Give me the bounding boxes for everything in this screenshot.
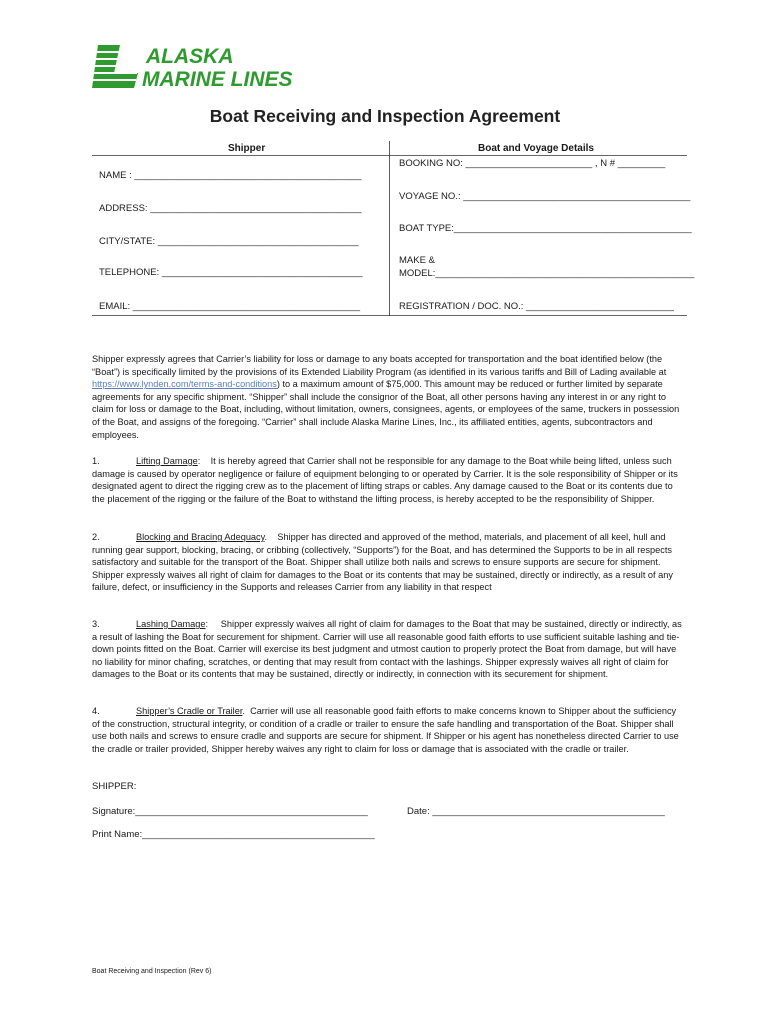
make-label: MAKE & (399, 255, 435, 266)
page-footer: Boat Receiving and Inspection (Rev 6) (92, 968, 212, 975)
clause-blocking-bracing: 2. Blocking and Bracing Adequacy. Shipper has directed and approved of the method, materials, and placement of all keel, hull and running gear support, blocking, bracing, or cribbing (collectively, “Supports”) for the Boat, and has determined the Supports to be in all respects satisfactory and suitable for the transport of the Boat. Shipper shall utilize both nails and screws to ensure supports are secure for shipment. Shipper expressly waives all right of claim for damages to the Boat or its contents that may be sustained, directly or indirectly, as a result of any failure, defect, or insufficiency in the Supports and releases Carrier from any liability in that respect (92, 532, 673, 593)
page-title: Boat Receiving and Inspection Agreement (209, 106, 561, 126)
print-name-field[interactable]: Print Name:____________________________________________ (92, 829, 375, 840)
clause-cradle-trailer: 4. Shipper’s Cradle or Trailer. Carrier will use all reasonable good faith efforts to make concerns known to Shipper about the sufficiency of the construction, structural integrity, or condition of a cradle or trailer to ensure the safe handling and transportation of the Boat. Shipper shall use both nails and screws to ensure cradle and supports are secure for shipment. If Shipper or his agent has nonetheless directed Carrier to use the cradle or trailer provided, Shipper hereby waives any right to claim for loss or damage that is associated with the cradle or trailer. (92, 706, 679, 754)
logo-mark-icon (92, 45, 138, 88)
registration-field[interactable]: REGISTRATION / DOC. NO.: ____________________________ (399, 301, 674, 312)
logo-text-marine-lines: MARINE LINES (142, 68, 293, 90)
boat-column-heading: Boat and Voyage Details (478, 143, 594, 154)
shipper-city-state-field[interactable]: CITY/STATE: ______________________________________ (99, 236, 359, 247)
shipper-email-field[interactable]: EMAIL: ___________________________________________ (99, 301, 360, 312)
clause-heading: Lifting Damage (136, 456, 198, 466)
clause-heading: Blocking and Bracing Adequacy (136, 532, 265, 542)
voyage-number-field[interactable]: VOYAGE NO.: ___________________________________________ (399, 191, 691, 202)
date-field[interactable]: Date: ____________________________________________ (407, 806, 665, 817)
boat-type-field[interactable]: BOAT TYPE:_____________________________________________ (399, 223, 692, 234)
booking-number-field[interactable]: BOOKING NO: ________________________ , N # _________ (399, 158, 666, 169)
make-model-field[interactable]: MODEL:_________________________________________________ (399, 268, 695, 279)
shipper-telephone-field[interactable]: TELEPHONE: ______________________________________ (99, 267, 363, 278)
alaska-marine-lines-logo (92, 43, 317, 90)
shipper-column-heading: Shipper (228, 143, 266, 154)
shipper-name-field[interactable]: NAME : ___________________________________________ (99, 170, 362, 181)
clause-heading: Shipper’s Cradle or Trailer (136, 706, 243, 716)
logo-text-alaska: ALASKA (146, 45, 234, 68)
liability-intro: Shipper expressly agrees that Carrier’s liability for loss or damage to any boats accepted for transportation and the boat identified below (the “Boat”) is specifically limited by the provisions of its Extended Liability Program (as identified in its various tariffs and Bill of Lading available at https://www.lynden.com/terms-and-conditions) to a maximum amount of $75,000. This amount may be reduced or further limited by separate agreements for any specific shipment. “Shipper” shall include the consignor of the Boat, all other persons having any interest in or any right to claim for loss or damage to the Boat, including, without limitation, owners, consignees, agents, or employees of the same, truckers in possession of the Boat, and assigns of the foregoing. “Carrier” shall include Alaska Marine Lines, Inc., its affiliated entities, agents, subcontractors and employees. (92, 354, 680, 440)
shipper-signature-heading: SHIPPER: (92, 781, 137, 792)
clause-lashing-damage: 3. Lashing Damage: Shipper expressly waives all right of claim for damages to the Boat that may be sustained, directly or indirectly, as a result of lashing the Boat for securement for shipment. Carrier will use all reasonable good faith efforts to use sufficient suitable lashing and tie-down points fitted on the Boat. Carrier will exercise its best judgment and utmost caution to properly protect the Boat from damage, but will have no liability for minor chafing, scratches, or denting that may result from contact with the lashings. Shipper expressly waives all right of claim for damages to the Boat or its contents that may be sustained, directly or indirectly, in connection with its securement for shipment. (92, 619, 682, 680)
shipper-address-field[interactable]: ADDRESS: ________________________________________ (99, 203, 362, 214)
signature-field[interactable]: Signature:____________________________________________ (92, 806, 368, 817)
clause-lifting-damage: 1. Lifting Damage: It is hereby agreed that Carrier shall not be responsible for any damage to the Boat while being lifted, unless such damage is caused by operator negligence or failure of equipment belonging to or operated by Carrier. It is the sole responsibility of Shipper or its designated agent to direct the rigging crew as to the placement of lifting straps or cables. Any damage caused to the Boat or its contents due to the placement of the rigging or the failure of the Boat to withstand the lifting process, is hereby accepted to be the responsibility of Shipper. (92, 456, 678, 504)
terms-link[interactable]: https://www.lynden.com/terms-and-conditions (92, 379, 277, 390)
clause-heading: Lashing Damage (136, 619, 206, 629)
